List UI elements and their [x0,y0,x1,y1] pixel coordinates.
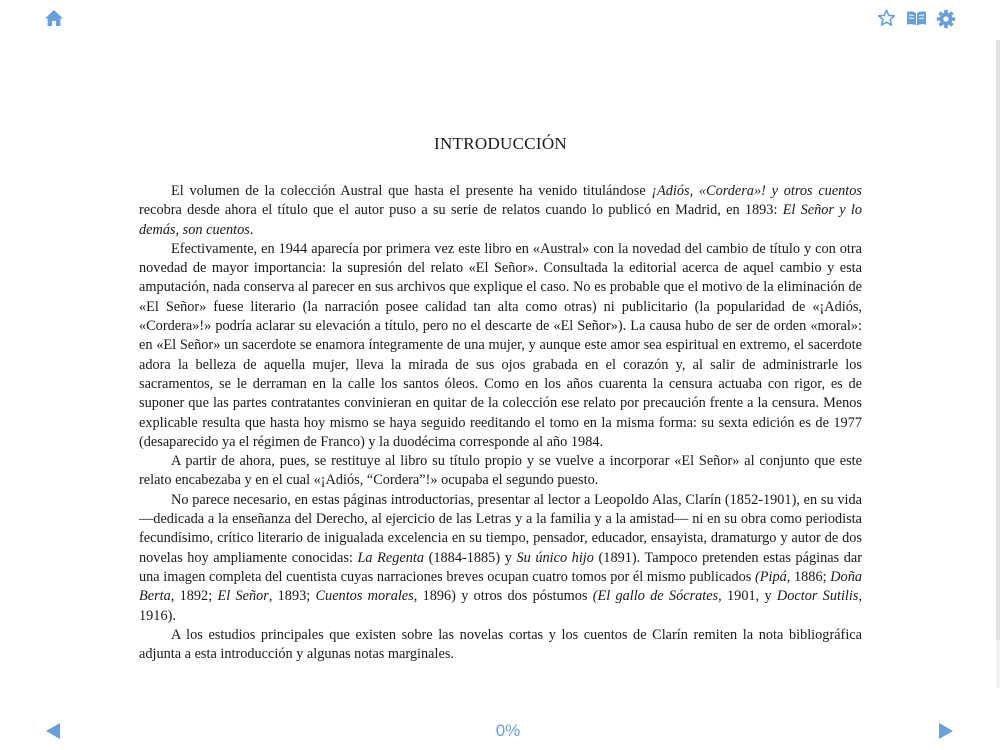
text-run: El volumen de la colección Austral que hasta el presente ha venido titulándose [171,183,652,199]
text-run: , 1901, y [718,588,777,605]
italic-text: ¡Adiós, «Cordera»! y otros cuentos [651,183,862,199]
reader-page [139,133,862,664]
text-run: , 1896) y otros dos póstumos [413,588,593,605]
italic-text: (El gallo de Sócrates [592,588,719,605]
italic-text: La Regenta [357,549,425,566]
home-icon[interactable] [44,9,64,27]
text-run: , 1893; [268,588,316,605]
italic-text: El Señor y lo demás, son cuentos [139,202,863,238]
open-book-icon[interactable] [906,9,927,27]
text-run: (1884-1885) y [424,549,517,566]
chapter-body [139,182,862,664]
italic-text: Doctor Sutilis [776,588,859,605]
italic-text: Doña Berta [139,568,863,605]
text-run: , 1892; [170,588,218,605]
italic-text: Su único hijo [516,549,594,566]
text-run: A los estudios principales que existen sobre las novelas cortas y los cuentos de Clarín remiten la nota bibliográfica adjunta a esta introducción y algunas notas marginales. [139,626,862,663]
text-run: . [249,221,254,238]
reading-progress: 0% [495,721,521,740]
text-run: A partir de ahora, pues, se restituye al libro su título propio y se vuelve a incorporar «El Señor» al conjunto que este relato encabezaba y en el cual «¡Adiós, “Cordera”!» ocupaba el segundo puesto. [139,453,862,489]
paragraph [139,452,862,491]
text-run: , 1916). [139,588,863,624]
text-run: No parece necesario, en estas páginas introductorias, presentar al lector a Leopoldo Alas, Clarín (1852-1901), en su vida —dedicada a la enseñanza del Derecho, al ejercicio de las Letras y a la familia y a la amistad— ni en su obra como periodista fecundísimo, crítico literario de inigualada excelencia en su tiempo, pensador, educador, ensayista, dramaturgo y autor de dos novelas hoy ampliamente conocidas: [139,491,862,566]
paragraph [139,240,862,452]
paragraph [139,626,862,665]
chapter-title: INTRODUCCIÓN [434,134,567,153]
previous-page-icon[interactable] [44,722,62,740]
star-outline-icon[interactable] [877,9,896,27]
italic-text: (Pipá [755,568,787,585]
text-run: recobra desde ahora el título que el autor puso a su serie de relatos cuando lo publicó en Madrid, en 1893: [139,202,783,219]
next-page-icon[interactable] [937,722,955,740]
italic-text: Cuentos morales [315,588,414,605]
text-run: , 1886; [786,568,831,585]
paragraph [139,491,862,626]
text-run: Efectivamente, en 1944 aparecía por primera vez este libro en «Austral» con la novedad del cambio de título y con otra novedad de mayor importancia: la supresión del relato «El Señor». Consultada la editorial acerca de aquel cambio y esta amputación, nada conserva al parecer en sus archivos que explique el caso. No es probable que el motivo de la eliminación de «El Señor» fuese literario (la narración posee calidad tan alta como otras) ni publicitario (la popularidad de «¡Adiós, «Cordera»!» podría aclarar su elevación a título, pero no el descarte de «El Señor»). La causa hubo de ser de orden «moral»: en «El Señor» un sacerdote se enamora íntegramente de una mujer, y aunque este amor sea espiritual en extremo, el sacerdote adora la belleza de aquella mujer, lleva la mirada de sus ojos grabada en el corazón y, al salir de administrarle los sacramentos, se le derraman en la calle los santos óleos. Como en los años cuarenta la censura actuaba con rigor, es de suponer que las partes contratantes convinieran en quitar de la colección ese relato por precaución frente a la censura. Menos explicable resulta que hasta hoy mismo se haya seguido reeditando el tomo en la misma forma: su sexta edición es de 1977 (desaparecido ya el régimen de Franco) y la duodécima corresponde al año 1984. [139,240,862,450]
paragraph [139,182,862,240]
scrollbar-thumb[interactable] [996,40,1000,640]
gear-icon[interactable] [936,9,956,29]
italic-text: El Señor [217,588,269,605]
text-run: (1891). Tampoco pretenden estas páginas dar una imagen completa del cuentista cuyas narraciones breves ocupan cuatro tomos por él mismo publicados [139,549,863,585]
scrollbar[interactable] [996,40,1000,688]
